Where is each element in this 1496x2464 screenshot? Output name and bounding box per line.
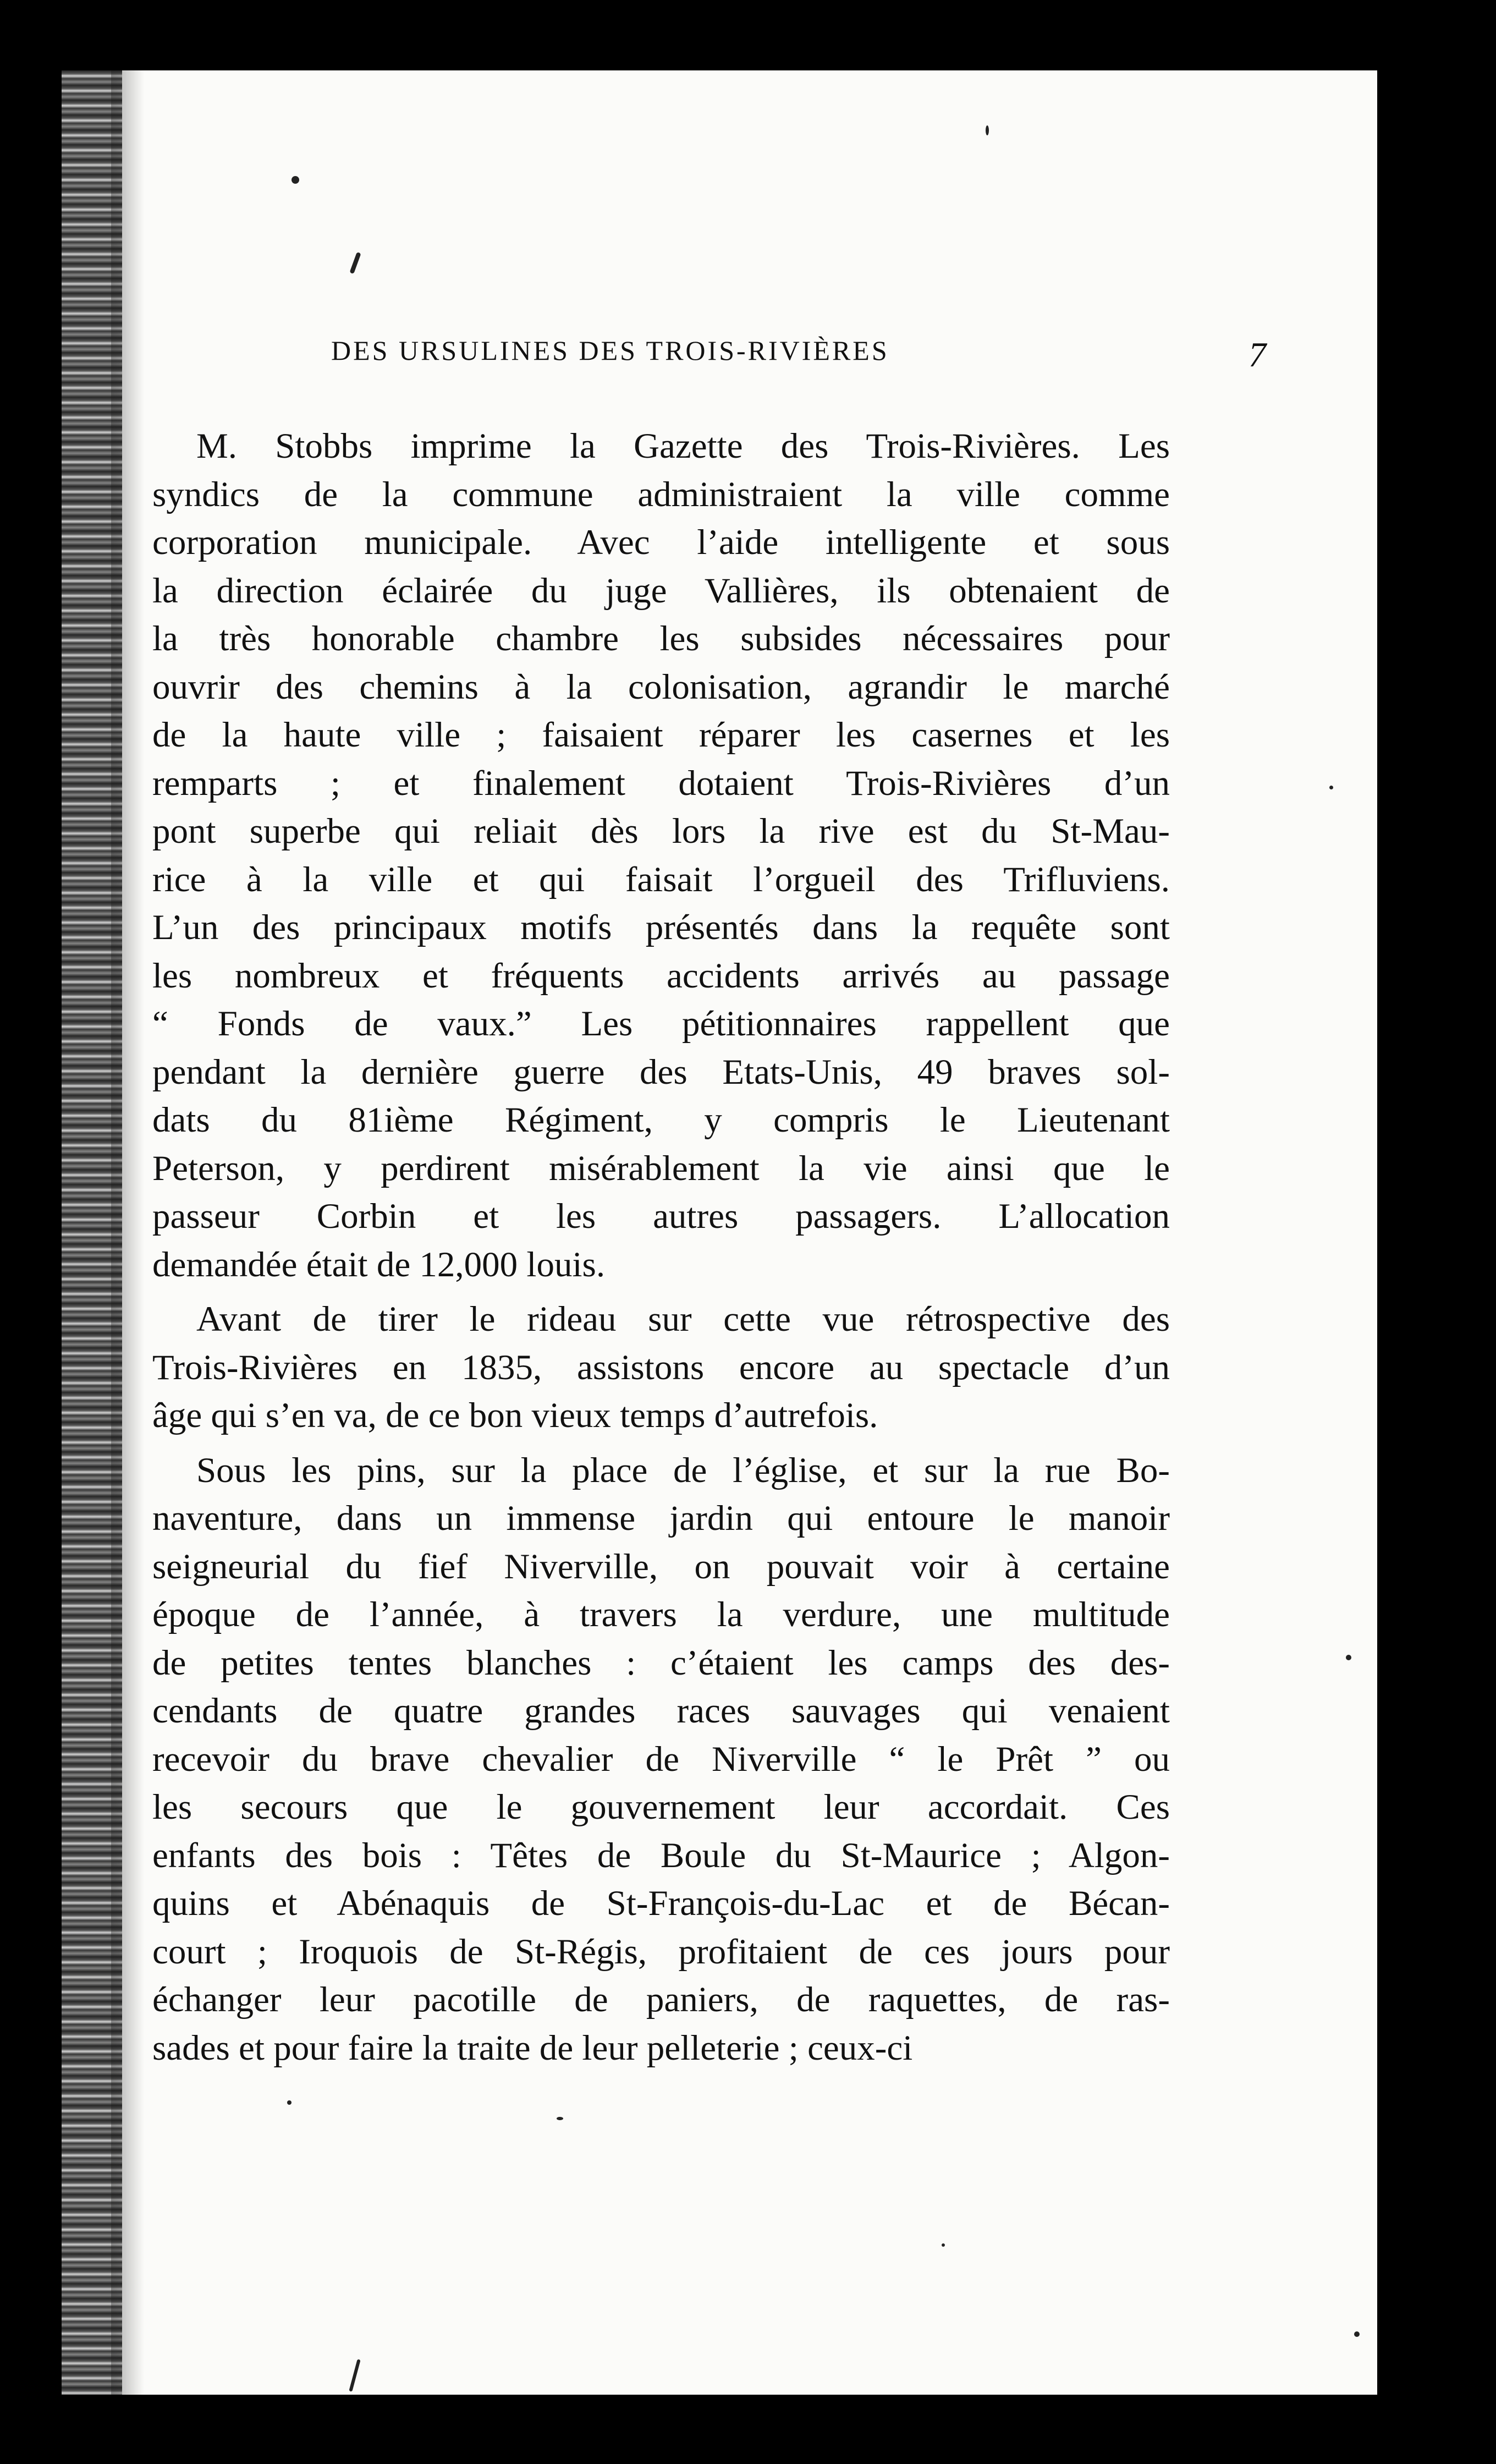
text-line: naventure, dans un immense jardin qui entoure le manoir	[152, 1499, 1170, 1538]
text-line: Trois-Rivières en 1835, assistons encore au spectacle d’un	[152, 1347, 1170, 1387]
paragraph-gap	[152, 1440, 1170, 1447]
text-line: court ; Iroquois de St-Régis, profitaient de ces jours pour	[152, 1931, 1170, 1972]
text-line: de la haute ville ; faisaient réparer les casernes et les	[152, 715, 1170, 755]
text-line: seigneurial du fief Niverville, on pouvait voir à certaine	[152, 1546, 1170, 1587]
page-number: 7	[1248, 335, 1266, 374]
text-line: pendant la dernière guerre des Etats-Unis, 49 braves sol-	[152, 1052, 1170, 1092]
scan-speck	[292, 176, 299, 184]
text-line: sades et pour faire la traite de leur pelleterie ; ceux-ci	[152, 2028, 913, 2068]
text-line: la très honorable chambre les subsides nécessaires pour	[152, 619, 1170, 658]
text-line: cendants de quatre grandes races sauvages qui venaient	[152, 1691, 1170, 1731]
book-page	[62, 70, 1377, 2395]
scanned-page-edge	[62, 70, 122, 2395]
text-line: quins et Abénaquis de St-François-du-Lac et de Bécan-	[152, 1884, 1170, 1923]
text-line: recevoir du brave chevalier de Niverville “ le Prêt ” ou	[152, 1739, 1170, 1779]
text-line: âge qui s’en va, de ce bon vieux temps d’autrefois.	[152, 1396, 878, 1435]
scan-speck	[349, 2359, 360, 2392]
text-line: “ Fonds de vaux.” Les pétitionnaires rappellent que	[152, 1004, 1170, 1044]
text-line: pont superbe qui reliait dès lors la rive est du St-Mau-	[152, 811, 1170, 851]
paragraph	[152, 1296, 1170, 1440]
text-line: les nombreux et fréquents accidents arrivés au passage	[152, 956, 1170, 996]
text-line: remparts ; et finalement dotaient Trois-Rivières d’un	[152, 763, 1170, 803]
body-text	[152, 422, 1170, 2072]
text-line: M. Stobbs imprime la Gazette des Trois-Rivières. Les	[196, 426, 1170, 466]
text-line: de petites tentes blanches : c’étaient les camps des des-	[152, 1643, 1170, 1683]
text-line: Sous les pins, sur la place de l’église, et sur la rue Bo-	[196, 1450, 1170, 1490]
scan-speck	[287, 2100, 292, 2105]
text-line: demandée était de 12,000 louis.	[152, 1244, 606, 1285]
text-line: Avant de tirer le rideau sur cette vue rétrospective des	[196, 1299, 1170, 1339]
scan-speck	[942, 2243, 945, 2247]
text-line: échanger leur pacotille de paniers, de raquettes, de ras-	[152, 1980, 1170, 2020]
scan-speck	[1354, 2331, 1360, 2337]
text-line: passeur Corbin et les autres passagers. L’allocation	[152, 1197, 1170, 1236]
scan-speck	[557, 2117, 563, 2120]
running-title: DES URSULINES DES TROIS-RIVIÈRES	[331, 335, 889, 366]
text-line: syndics de la commune administraient la ville comme	[152, 474, 1170, 514]
paragraph-gap	[152, 1289, 1170, 1296]
paragraph	[152, 422, 1170, 1289]
text-line: L’un des principaux motifs présentés dans la requête sont	[152, 908, 1170, 947]
running-head	[331, 334, 1266, 384]
text-line: époque de l’année, à travers la verdure, une multitude	[152, 1595, 1170, 1634]
text-line: la direction éclairée du juge Vallières, ils obtenaient de	[152, 570, 1170, 611]
text-line: Peterson, y perdirent misérablement la vie ainsi que le	[152, 1148, 1170, 1188]
scan-speck	[1329, 786, 1333, 789]
text-line: ouvrir des chemins à la colonisation, agrandir le marché	[152, 667, 1170, 707]
scan-speck	[1346, 1655, 1351, 1660]
paragraph	[152, 1447, 1170, 2073]
scan-speck	[986, 125, 989, 135]
text-line: rice à la ville et qui faisait l’orgueil des Trifluviens.	[152, 859, 1170, 899]
scan-speck	[349, 252, 361, 274]
text-line: les secours que le gouvernement leur accordait. Ces	[152, 1787, 1170, 1827]
text-line: dats du 81ième Régiment, y compris le Lieutenant	[152, 1100, 1170, 1140]
text-line: enfants des bois : Têtes de Boule du St-Maurice ; Algon-	[152, 1835, 1170, 1875]
text-line: corporation municipale. Avec l’aide intelligente et sous	[152, 523, 1170, 562]
